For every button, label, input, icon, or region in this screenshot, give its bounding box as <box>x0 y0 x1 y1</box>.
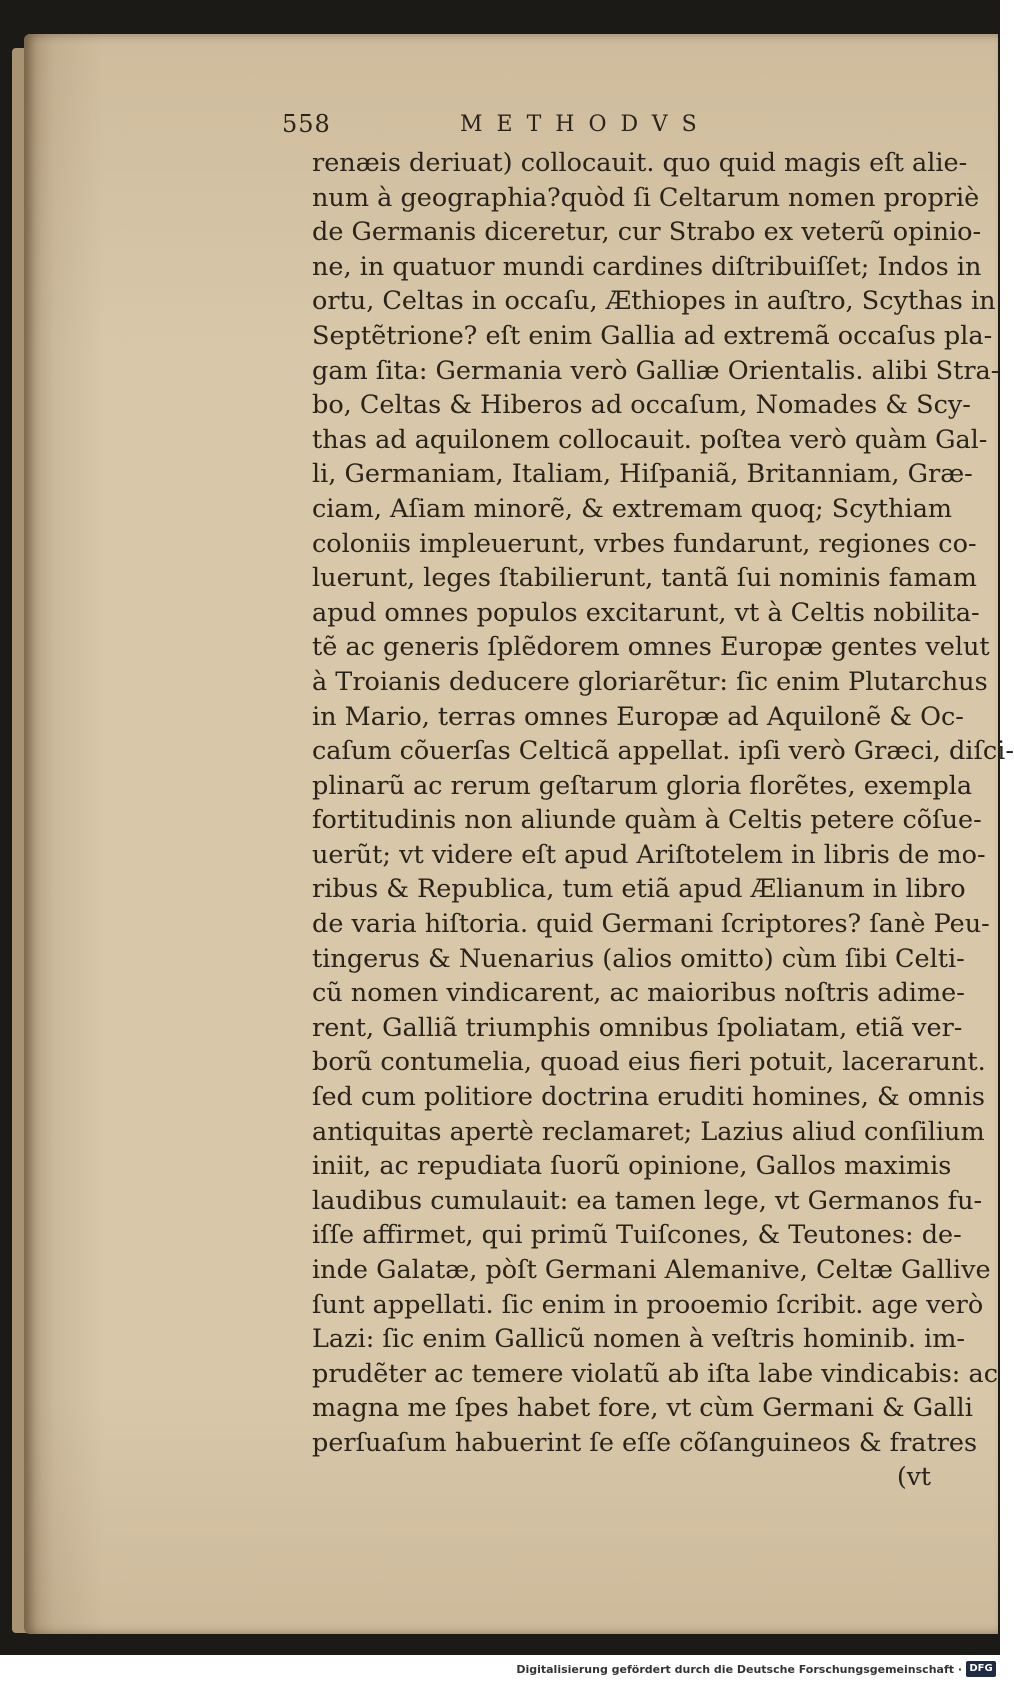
page-number: 558 <box>282 110 331 138</box>
text-line: perſuaſum habuerint ſe eſſe cõſanguineos & fratres <box>312 1427 978 1458</box>
footer-credit: Digitalisierung gefördert durch die Deutsche Forschungsgemeinschaft · <box>516 1663 962 1676</box>
text-line: caſum cõuerſas Celticã appellat. ipſi verò Græci, diſci- <box>312 736 1014 767</box>
text-line: ſed cum politiore doctrina eruditi homines, & omnis <box>312 1082 985 1113</box>
text-line: gam ſita: Germania verò Galliæ Orientalis. alibi Stra- <box>312 355 1000 386</box>
catchword: (vt <box>897 1462 931 1491</box>
text-line: li, Germaniam, Italiam, Hiſpaniã, Britanniam, Græ- <box>312 459 973 490</box>
body-text <box>312 146 1014 1461</box>
text-line: num à geographia?quòd ſi Celtarum nomen propriè <box>312 182 980 213</box>
text-line: cũ nomen vindicarent, ac maioribus noſtris adime- <box>312 978 965 1009</box>
text-line: bo, Celtas & Hiberos ad occaſum, Nomades & Scy- <box>312 390 971 421</box>
text-line: tingerus & Nuenarius (alios omitto) cùm ſibi Celti- <box>312 943 965 974</box>
text-line: thas ad aquilonem collocauit. poſtea verò quàm Gal- <box>312 424 988 455</box>
text-line: luerunt, leges ſtabilierunt, tantã ſui nominis famam <box>312 563 977 594</box>
text-line: in Mario, terras omnes Europæ ad Aquilonẽ & Oc- <box>312 701 964 732</box>
text-line: fortitudinis non aliunde quàm à Celtis petere cõſue- <box>312 805 982 836</box>
text-line: apud omnes populos excitarunt, vt à Celtis nobilita- <box>312 597 980 628</box>
text-line: magna me ſpes habet fore, vt cùm Germani & Galli <box>312 1393 973 1424</box>
text-line: iſſe affirmet, qui primũ Tuiſcones, & Teutones: de- <box>312 1220 962 1251</box>
running-head: METHODVS <box>460 112 711 137</box>
page-header <box>282 110 942 146</box>
text-line: Septẽtrione? eſt enim Gallia ad extremã occaſus pla- <box>312 320 993 351</box>
text-line: laudibus cumulauit: ea tamen lege, vt Germanos fu- <box>312 1185 983 1216</box>
text-line: ciam, Aſiam minorẽ, & extremam quoq; Scythiam <box>312 493 953 524</box>
text-line: rent, Galliã triumphis omnibus ſpoliatam, etiã ver- <box>312 1012 963 1043</box>
text-line: inde Galatæ, pòſt Germani Alemanive, Celtæ Gallive <box>312 1255 991 1285</box>
text-line: à Troianis deducere gloriarẽtur: ſic enim Plutarchus <box>312 666 988 697</box>
text-line: de varia hiſtoria. quid Germani ſcriptores? ſanè Peu- <box>312 909 990 940</box>
text-line: tẽ ac generis ſplẽdorem omnes Europæ gentes velut <box>312 632 990 663</box>
text-line: plinarũ ac rerum geſtarum gloria florẽtes, exempla <box>312 770 973 801</box>
text-line: de Germanis diceretur, cur Strabo ex veterũ opinio- <box>312 217 982 248</box>
text-line: iniit, ac repudiata ſuorũ opinione, Gallos maximis <box>312 1151 952 1182</box>
text-line: uerũt; vt videre eſt apud Ariſtotelem in libris de mo- <box>312 839 986 870</box>
dfg-logo: DFG <box>966 1661 996 1677</box>
footer-bar <box>0 1655 1000 1685</box>
text-line: borũ contumelia, quoad eius fieri potuit, lacerarunt. <box>312 1047 986 1078</box>
text-line: Lazi: ſic enim Gallicũ nomen à veſtris hominib. im- <box>312 1324 965 1355</box>
text-line: ſunt appellati. ſic enim in prooemio ſcribit. age verò <box>312 1289 984 1320</box>
text-line: prudẽter ac temere violatũ ab iſta labe vindicabis: ac <box>312 1358 998 1389</box>
text-line: antiquitas apertè reclamaret; Lazius aliud conſilium <box>312 1116 985 1147</box>
text-line: ribus & Republica, tum etiã apud Ælianum in libro <box>312 874 966 905</box>
text-line: ortu, Celtas in occaſu, Æthiopes in auſtro, Scythas in <box>312 286 996 317</box>
text-line: renæis deriuat) collocauit. quo quid magis eſt alie- <box>312 148 968 178</box>
text-line: coloniis impleuerunt, vrbes fundarunt, regiones co- <box>312 528 977 559</box>
text-line: ne, in quatuor mundi cardines diſtribuiſſet; Indos in <box>312 251 982 282</box>
